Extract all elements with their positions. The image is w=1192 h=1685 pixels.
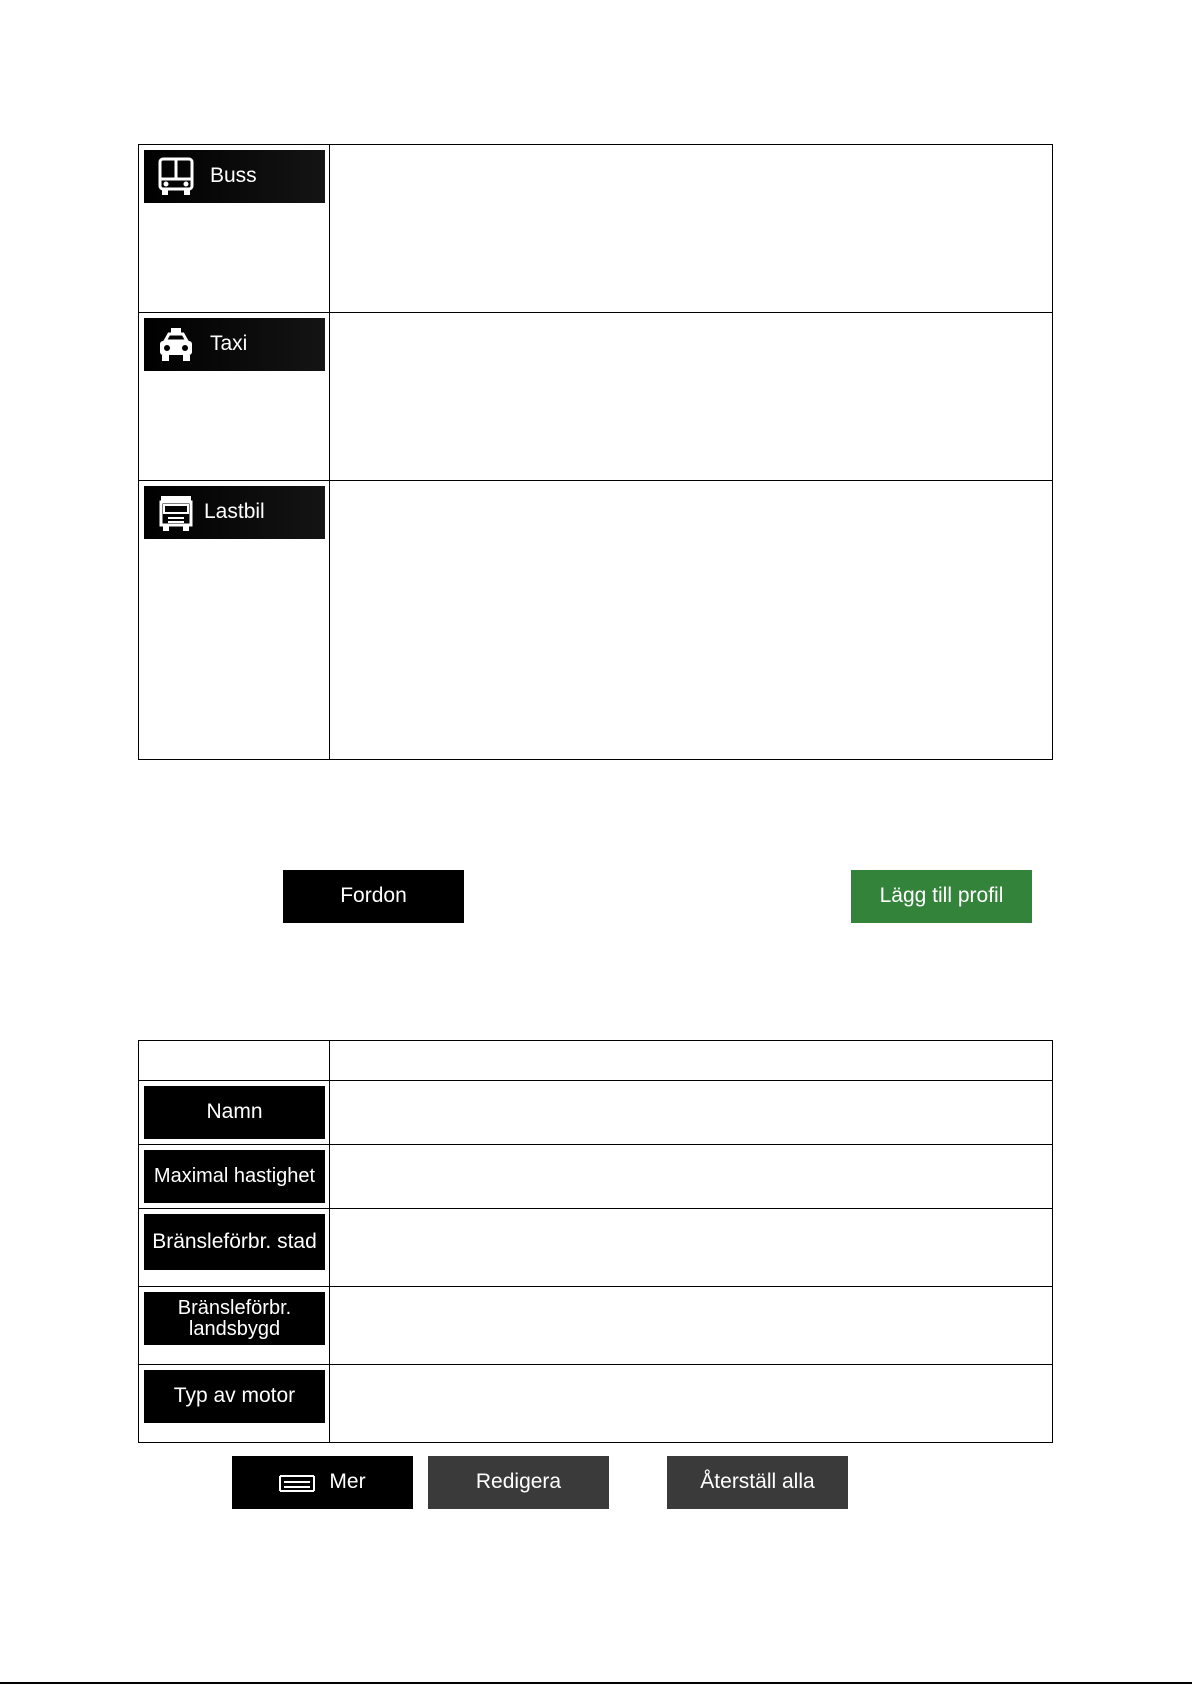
table-row (139, 145, 1053, 313)
table-cell (330, 1041, 1053, 1081)
table-row (139, 481, 1053, 760)
table-cell (139, 481, 330, 760)
table-cell (139, 1209, 330, 1287)
max-speed-setting-label: Maximal hastighet (153, 1165, 316, 1187)
table-row (139, 1365, 1053, 1443)
vehicle-button-label: Fordon (340, 884, 407, 908)
table-cell (139, 145, 330, 313)
reset-all-button-label: Återställ alla (700, 1470, 815, 1494)
taxi-button[interactable] (144, 318, 325, 371)
more-button-label: Mer (329, 1470, 366, 1494)
add-profile-button-label: Lägg till profil (879, 884, 1004, 908)
fuel-rural-setting-label: Bränsleförbr. landsbygd (177, 1296, 292, 1340)
fuel-city-setting-button[interactable] (144, 1214, 325, 1270)
vehicle-settings-table (138, 1040, 1053, 1443)
max-speed-setting-button[interactable] (144, 1150, 325, 1203)
description-cell (330, 1209, 1053, 1287)
table-row (139, 1145, 1053, 1209)
description-cell (330, 1081, 1053, 1145)
table-row (139, 1209, 1053, 1287)
table-row (139, 1287, 1053, 1365)
add-profile-button[interactable] (851, 870, 1032, 923)
taxi-label: Taxi (210, 332, 248, 356)
bus-label: Buss (210, 164, 257, 188)
vehicle-types-table (138, 144, 1053, 760)
description-cell (330, 1145, 1053, 1209)
reset-all-button[interactable] (667, 1456, 848, 1509)
table-cell (139, 313, 330, 481)
fuel-city-setting-label: Bränsleförbr. stad (152, 1229, 317, 1253)
description-cell (330, 145, 1053, 313)
table-row (139, 313, 1053, 481)
description-cell (330, 313, 1053, 481)
table-cell (139, 1145, 330, 1209)
description-cell (330, 1287, 1053, 1365)
truck-button[interactable] (144, 486, 325, 539)
edit-button[interactable] (428, 1456, 609, 1509)
menu-icon (279, 1474, 315, 1492)
name-setting-button[interactable] (144, 1086, 325, 1139)
name-setting-label: Namn (206, 1100, 263, 1124)
bus-button[interactable] (144, 150, 325, 203)
description-cell (330, 1365, 1053, 1443)
truck-icon (158, 493, 194, 533)
table-cell (139, 1287, 330, 1365)
table-header-row (139, 1041, 1053, 1081)
more-button[interactable] (232, 1456, 413, 1509)
edit-button-label: Redigera (475, 1470, 562, 1494)
engine-type-setting-button[interactable] (144, 1370, 325, 1423)
description-cell (330, 481, 1053, 760)
engine-type-setting-label: Typ av motor (173, 1384, 296, 1408)
bus-icon (158, 157, 194, 197)
table-cell (139, 1365, 330, 1443)
table-cell (139, 1081, 330, 1145)
vehicle-button[interactable] (283, 870, 464, 923)
table-row (139, 1081, 1053, 1145)
footer-divider (0, 1682, 1192, 1684)
table-cell (139, 1041, 330, 1081)
truck-label: Lastbil (204, 500, 265, 524)
taxi-icon (158, 325, 194, 365)
fuel-rural-setting-button[interactable] (144, 1292, 325, 1345)
